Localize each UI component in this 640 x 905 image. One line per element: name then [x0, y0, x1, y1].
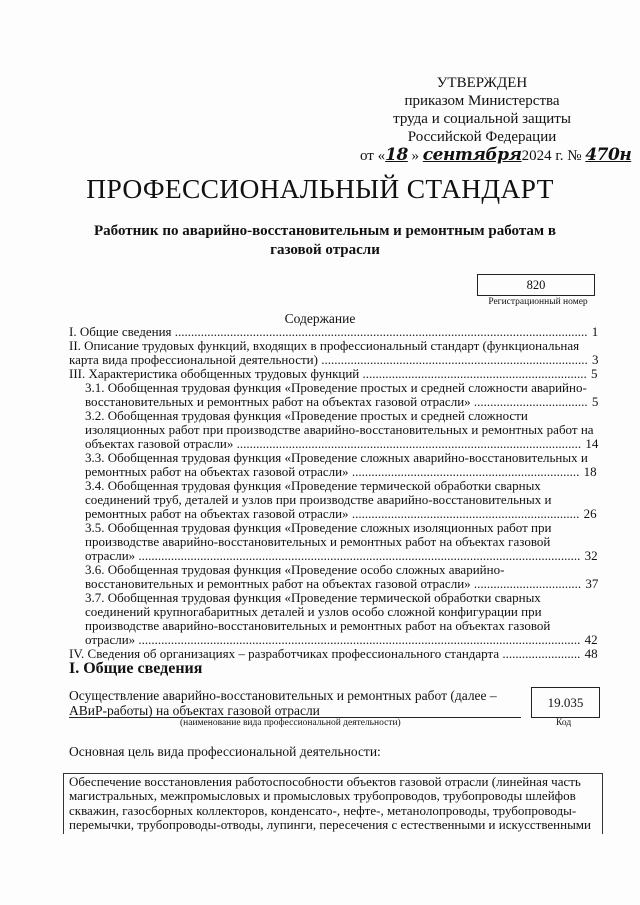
standard-name: Работник по аварийно-восстановительным и ремонтным работам в газовой отрасли	[94, 223, 556, 258]
toc-item	[69, 325, 599, 339]
toc-page-number: 48	[584, 647, 598, 661]
toc-dot-leader: .................................	[470, 576, 585, 591]
toc-page-number: 5	[591, 394, 599, 409]
toc-entry-text: 3.3. Обобщенная трудовая функция «Проведение сложных аварийно-восстановительных и ремонтных работ на объектах газовой отрасли»	[85, 451, 588, 479]
toc-dot-leader: ........................................................................................................................................	[135, 632, 584, 647]
toc-entry-text: IV. Сведения об организациях – разработчиках профессионального стандарта	[69, 647, 500, 661]
registration-number-box: 820	[477, 274, 595, 296]
toc-entry-text: III. Характеристика обобщенных трудовых функций	[69, 367, 360, 381]
activity-code-box: 19.035	[531, 687, 600, 718]
registration-caption: Регистрационный номер	[488, 297, 588, 307]
toc-dot-leader: ......................................................................	[348, 506, 583, 521]
toc-dot-leader: ...............................................................................................................................	[171, 325, 591, 339]
toc-item	[69, 591, 599, 647]
handwritten-day: 18	[385, 145, 408, 165]
toc-page-number: 5	[591, 367, 598, 381]
date-year: 2024 г. №	[521, 148, 582, 164]
toc-page-number: 32	[584, 548, 598, 563]
toc-page-number: 1	[591, 325, 599, 339]
toc-entry-text: 3.4. Обобщенная трудовая функция «Проведение термической обработки сварных соединений труб, деталей и узлов при производстве аварийно-восстановительных и ремонтных работ на объектах газовой отрасли»	[85, 479, 552, 521]
toc-page-number: 18	[583, 464, 597, 479]
toc-dot-leader: ..........................................................................................................	[233, 436, 585, 451]
date-mid: »	[411, 148, 420, 164]
approval-date-line	[360, 145, 632, 165]
toc-item	[69, 451, 599, 479]
toc-page-number: 3	[591, 352, 599, 367]
toc-item	[69, 367, 599, 381]
approval-heading: УТВЕРЖДЕН	[436, 75, 528, 91]
toc-entry-text: I. Общие сведения	[69, 325, 172, 339]
toc-entry-text: II. Описание трудовых функций, входящих в профессиональный стандарт (функциональная карта вида профессиональной деятельности)	[69, 339, 580, 367]
document-title: ПРОФЕССИОНАЛЬНЫЙ СТАНДАРТ	[86, 173, 554, 204]
goal-text: Обеспечение восстановления работоспособности объектов газовой отрасли (линейная часть магистральных, межпромысловых и промысловых трубопроводов, трубопроводы шлейфов скважин, газосборных коллекторов, конденсато-, нефте-, метанолопроводы, трубопроводы-перемычки, трубопроводы-отводы, лупинги, пересечения с естественными и искусственными	[69, 774, 591, 833]
activity-name: Осуществление аварийно-восстановительных и ремонтных работ (далее – АВиР-работы) на объектах газовой отрасли	[69, 688, 497, 718]
toc-page-number: 37	[585, 576, 599, 591]
toc-dot-leader: ...................................	[470, 394, 591, 409]
toc-entry-text: 3.1. Обобщенная трудовая функция «Проведение простых и средней сложности аварийно-восстановительных и ремонтных работ на объектах газовой отрасли»	[85, 381, 587, 409]
toc-entry-text: 3.6. Обобщенная трудовая функция «Проведение особо сложных аварийно-восстановительных и ремонтных работ на объектах газовой отрасли»	[85, 563, 505, 591]
toc-item	[69, 521, 599, 563]
toc-page-number: 14	[585, 436, 599, 451]
toc-item	[69, 381, 599, 409]
toc-item	[69, 479, 599, 521]
toc-item	[69, 339, 599, 367]
approval-block	[360, 74, 632, 165]
toc-item	[69, 409, 599, 451]
toc-dot-leader: ........................	[499, 647, 584, 661]
approval-order-line: приказом Министерства	[404, 93, 560, 109]
section-heading: I. Общие сведения	[69, 660, 203, 677]
toc-item	[69, 563, 599, 591]
toc-page-number: 42	[584, 632, 598, 647]
toc-dot-leader: ........................................................................................................................................	[135, 548, 584, 563]
table-of-contents	[69, 325, 599, 661]
activity-caption: (наименование вида профессиональной деятельности)	[180, 718, 401, 728]
approval-ministry-line: труда и социальной защиты	[393, 111, 571, 127]
approval-federation-line: Российской Федерации	[407, 129, 557, 145]
contents-heading: Содержание	[284, 311, 356, 326]
toc-dot-leader: ......................................................................	[348, 464, 583, 479]
toc-page-number: 26	[583, 506, 597, 521]
handwritten-month: сентября	[422, 145, 522, 165]
goal-label: Основная цель вида профессиональной деятельности:	[69, 744, 381, 759]
toc-dot-leader: .....................................................................	[359, 367, 591, 381]
toc-entry-text: 3.2. Обобщенная трудовая функция «Проведение простых и средней сложности изоляционных работ при производстве аварийно-восстановительных и ремонтных работ на объектах газовой отрасли»	[85, 409, 594, 451]
toc-dot-leader: ..................................................................................	[317, 352, 591, 367]
handwritten-order-number: 470н	[585, 145, 632, 165]
toc-entry-text: 3.7. Обобщенная трудовая функция «Проведение термической обработки сварных соединений крупногабаритных деталей и узлов особо сложной конфигурации при производстве аварийно-восстановительных и ремонтных работ на объектах газовой отрасли»	[85, 591, 551, 647]
toc-item	[69, 647, 599, 661]
code-caption: Код	[556, 718, 572, 728]
date-prefix: от «	[360, 148, 386, 164]
toc-entry-text: 3.5. Обобщенная трудовая функция «Проведение сложных изоляционных работ при производстве аварийно-восстановительных и ремонтных работ на объектах газовой отрасли»	[85, 521, 552, 563]
